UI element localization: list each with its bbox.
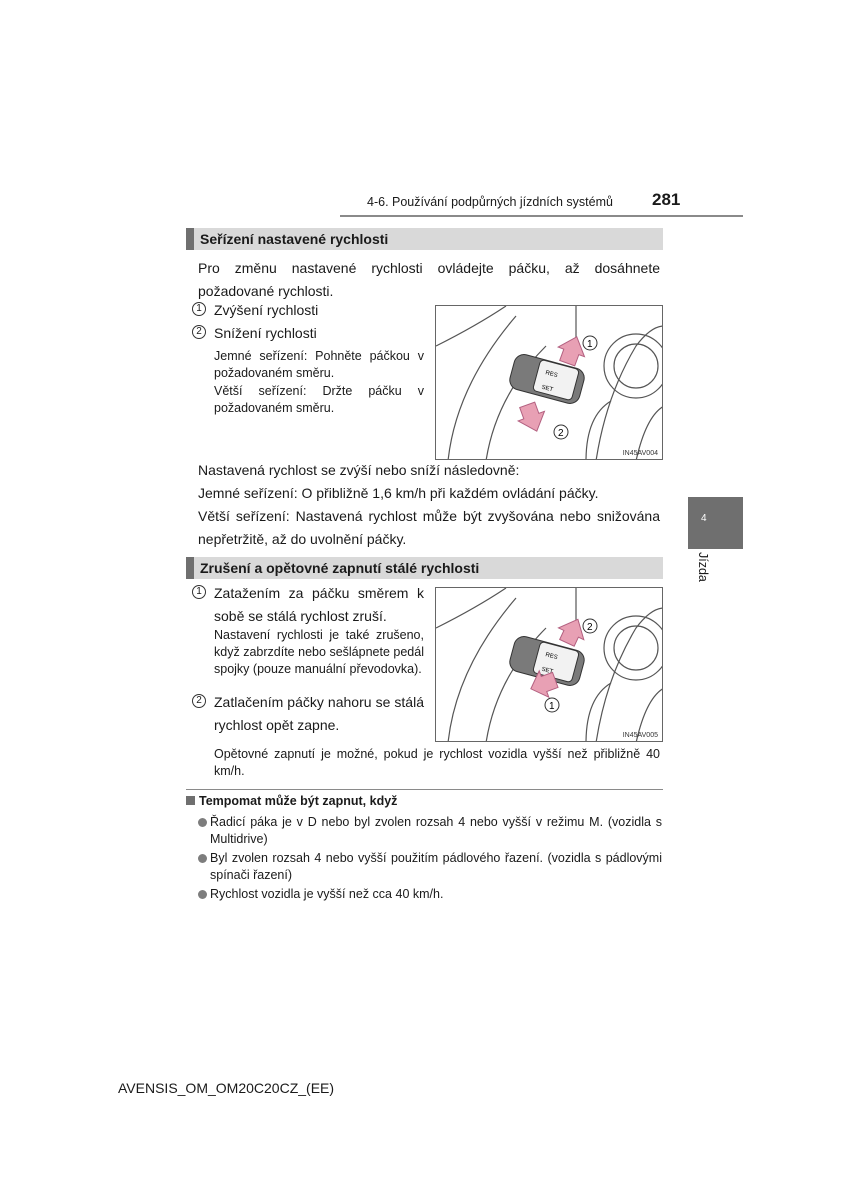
figure-code: IN45AV005 (622, 732, 658, 739)
figure-lever-adjust (435, 305, 663, 460)
chapter-tab[interactable] (688, 497, 743, 549)
figure-lever-cancel (435, 587, 663, 742)
speed-change-intro: Nastavená rychlost se zvýší nebo sníží následovně: (198, 462, 520, 478)
coarse-adjust-detail: Větší seřízení: Nastavená rychlost může být zvyšována nebo snižována nepřetržitě, až do uvolnění páčky. (198, 508, 660, 547)
bullet-text: Řadicí páka je v D nebo byl zvolen rozsah 4 nebo vyšší v režimu M. (vozidla s Multidrive) (210, 815, 662, 846)
callout-2: 2 (587, 622, 593, 633)
number-circle-1: 1 (192, 302, 206, 316)
lever-illustration (436, 588, 663, 742)
section-heading-speed-adjust: Seřízení nastavené rychlosti (186, 228, 663, 250)
callout-2: 2 (558, 428, 564, 439)
figure-code: IN45AV004 (622, 450, 658, 457)
label-res: RES (544, 652, 559, 662)
number-circle-2: 2 (192, 694, 206, 708)
list-item-increase (192, 299, 427, 322)
list-item (198, 814, 662, 848)
page-number: 281 (652, 190, 681, 209)
list-item-resume (192, 691, 424, 737)
arrow-down-icon (514, 400, 550, 436)
arrow-up-icon (554, 332, 590, 368)
number-circle-2: 2 (192, 325, 206, 339)
fine-adjust-detail: Jemné seřízení: O přibližně 1,6 km/h při každém ovládání páčky. (198, 485, 599, 501)
section-heading-cancel-resume: Zrušení a opětovné zapnutí stálé rychlosti (186, 557, 663, 579)
chapter-label: Jízda (696, 552, 710, 582)
document-code: AVENSIS_OM_OM20C20CZ_(EE) (118, 1080, 335, 1096)
running-header: 4-6. Používání podpůrných jízdních systémů (367, 195, 613, 209)
list-item-label: Snížení rychlosti (214, 325, 317, 341)
bullet-text: Rychlost vozidla je vyšší než cca 40 km/h. (210, 887, 444, 901)
bullet-dot-icon (198, 854, 207, 863)
number-circle-1: 1 (192, 585, 206, 599)
resume-note: Opětovné zapnutí je možné, pokud je rychlost vozidla vyšší než přibližně 40 km/h. (214, 747, 660, 778)
note-heading-text: Tempomat může být zapnut, když (199, 794, 398, 808)
list-item (198, 886, 662, 903)
coarse-adjust-note: Větší seřízení: Držte páčku v požadovaném směru. (214, 384, 424, 415)
list-item-label: Zatlačením páčky nahoru se stálá rychlost opět zapne. (214, 694, 424, 733)
callout-1: 1 (587, 339, 593, 350)
chapter-number: 4 (701, 513, 707, 524)
note-heading (186, 794, 397, 808)
list-item-decrease (192, 322, 427, 345)
section1-intro: Pro změnu nastavené rychlosti ovládejte páčku, až dosáhnete požadované rychlosti. (198, 260, 660, 299)
bullet-text: Byl zvolen rozsah 4 nebo vyšší použitím pádlového řazení. (vozidla s pádlovými spínači řazení) (210, 851, 662, 882)
bullet-dot-icon (198, 890, 207, 899)
label-set: SET (540, 384, 554, 394)
list-item (198, 850, 662, 884)
label-res: RES (544, 370, 559, 380)
callout-1: 1 (549, 701, 555, 712)
label-set: SET (540, 666, 554, 676)
lever-illustration (436, 306, 663, 460)
fine-adjust-note: Jemné seřízení: Pohněte páčkou v požadovaném směru. (214, 349, 424, 380)
list-item-label: Zatažením za páčku směrem k sobě se stálá rychlost zruší. (214, 585, 424, 624)
header-rule (340, 215, 743, 217)
list-item-label: Zvýšení rychlosti (214, 302, 319, 318)
square-bullet-icon (186, 796, 195, 805)
note-rule (186, 789, 663, 790)
list-item-cancel (192, 582, 424, 628)
bullet-dot-icon (198, 818, 207, 827)
cancel-note: Nastavení rychlosti je také zrušeno, když zabrzdíte nebo sešlápnete pedál spojky (pouze manuální převodovka). (214, 628, 424, 676)
